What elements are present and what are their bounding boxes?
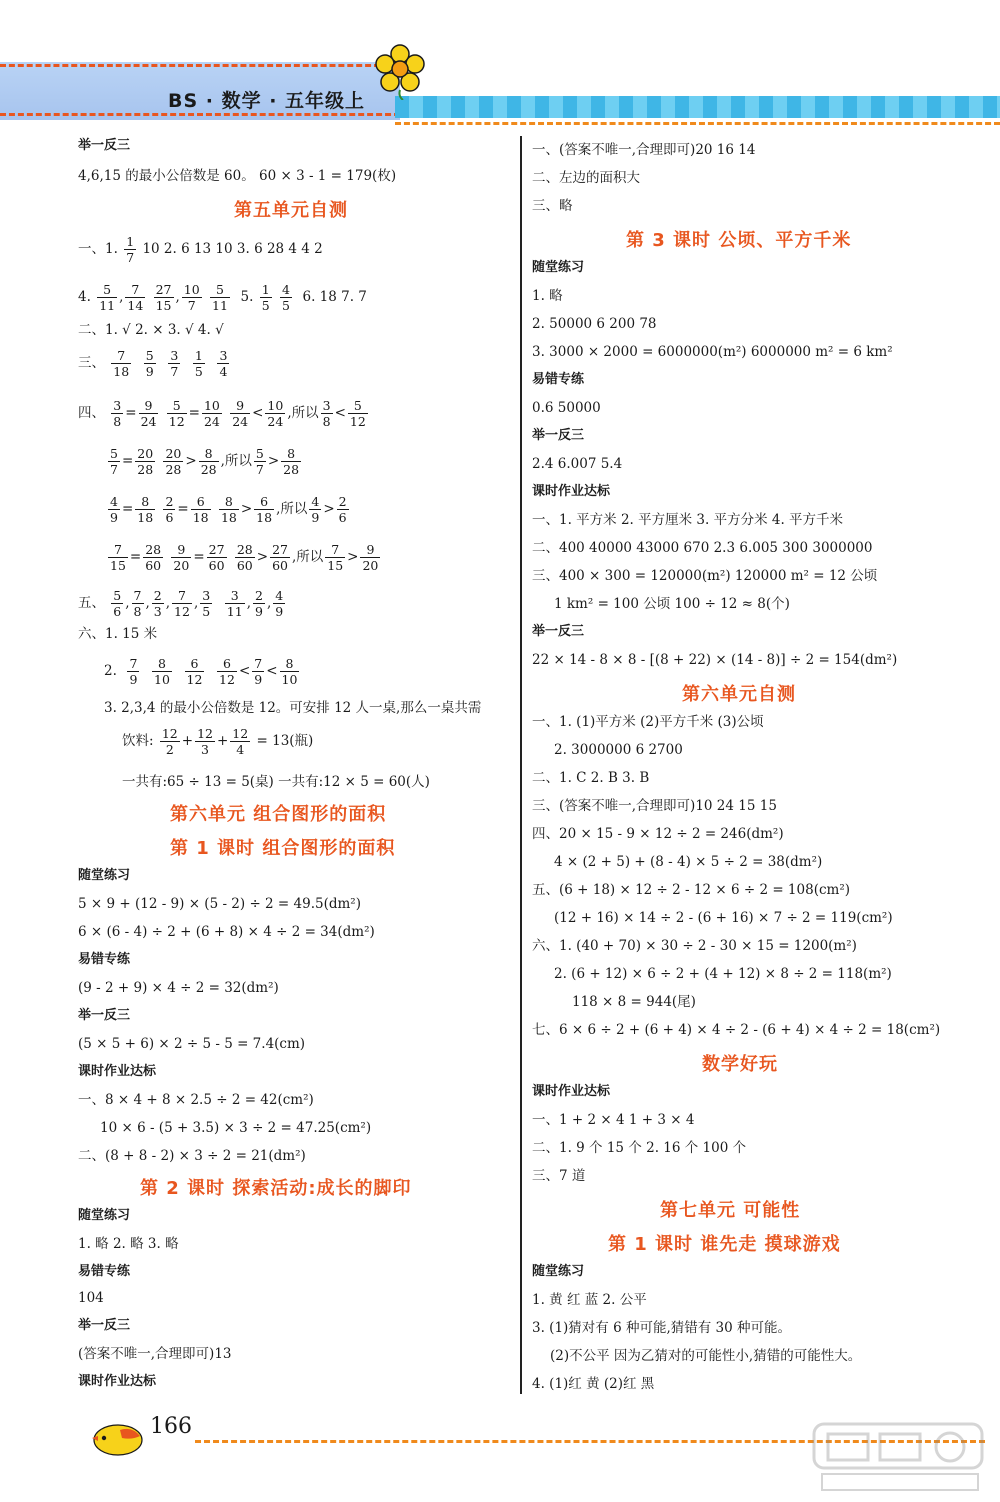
unit5-heading: 第五单元自测: [234, 200, 348, 221]
fraction: [200, 588, 212, 619]
answer-line: 2. (6 + 12) × 6 ÷ 2 + (4 + 12) × 8 ÷ 2 = 118(m²): [554, 966, 892, 982]
numerator: 10: [183, 282, 200, 297]
answer-line: 三、400 × 300 = 120000(m²) 120000 m² = 12 公顷: [532, 568, 878, 584]
section-label: 课时作业达标: [78, 1064, 157, 1079]
unit7-heading: 第七单元 可能性: [660, 1200, 801, 1221]
answer-line: 二、1. 9 个 15 个 2. 16 个 100 个: [532, 1140, 747, 1156]
fraction: [217, 656, 237, 687]
answer-line: 二、400 40000 43000 670 2.3 6.005 300 3000000: [532, 540, 873, 556]
fraction: $\frac{7}{15}$: [110, 542, 126, 573]
fraction: [152, 656, 172, 687]
denominator: 9: [275, 604, 284, 619]
answer-line: 4,6,15 的最小公倍数是 60。 60 × 3 - 1 = 179(枚): [78, 168, 397, 184]
fraction: $\frac{9}{20}$: [173, 542, 190, 573]
answer-line: 一、(答案不唯一,合理即可)20 16 14: [532, 142, 756, 158]
answer-line: 2. 3000000 6 2700: [554, 742, 683, 758]
answer-q5: 五、 $\frac{5}{6}$ , $\frac{7}{8}$ , $\frac{2}{3}$ , $\frac{7}{12}$ , $\frac{3}{5}$ $\frac{3}{11}$ , $\frac{2}{9}$ , $\frac{4}{9}$: [78, 588, 284, 619]
numerator: 12: [232, 726, 249, 741]
numerator: 1: [261, 282, 270, 297]
q-label: 四、: [78, 405, 105, 421]
so-word: ,所以: [291, 549, 324, 565]
answer-line: 104: [78, 1290, 104, 1306]
denominator: 8: [133, 604, 142, 619]
page-header: [0, 0, 1000, 132]
answer-q4-row3: $\frac{4}{9}$ = $\frac{8}{18}$ $\frac{2}{6}$ = $\frac{6}{18}$ $\frac{8}{18}$ > $\frac{6}{18}$ ,所以 $\frac{4}{9}$ > $\frac{2}{6}$: [110, 494, 347, 525]
numerator: 12: [197, 726, 213, 741]
answer-line: 一、1. 平方米 2. 平方厘米 3. 平方分米 4. 平方千米: [532, 512, 844, 528]
numerator: 1: [194, 348, 203, 363]
denominator: 4: [219, 364, 228, 379]
answer-line: 一、1. (1)平方米 (2)平方千米 (3)公顷: [532, 714, 764, 730]
denominator: 11: [99, 298, 116, 313]
fraction: $\frac{3}{8}$: [113, 398, 122, 429]
denominator: 18: [113, 364, 130, 379]
fraction: [152, 588, 164, 619]
numerator: 3: [202, 588, 211, 603]
answer-line: 4. (1)红 黄 (2)红 黑: [532, 1376, 655, 1392]
section-label: 易错专练: [78, 1264, 131, 1279]
drinks-label: 饮料:: [122, 733, 154, 749]
section-label: 举一反三: [78, 138, 131, 153]
fraction: [127, 656, 139, 687]
lesson3-heading: 第 3 课时 公顷、平方千米: [626, 230, 852, 251]
fraction: [154, 282, 174, 313]
answer-line: (答案不唯一,合理即可)13: [78, 1346, 232, 1362]
lesson7-heading: 第 1 课时 谁先走 摸球游戏: [608, 1234, 841, 1255]
answer-line: 0.6 50000: [532, 400, 601, 416]
answer-line: 四、20 × 15 - 9 × 12 ÷ 2 = 246(dm²): [532, 826, 784, 842]
denominator: 3: [153, 604, 162, 619]
denominator: 3: [201, 742, 209, 757]
q-label: 4.: [78, 289, 91, 305]
denominator: 12: [219, 672, 235, 687]
fraction: $\frac{6}{18}$: [192, 494, 209, 525]
denominator: 5: [281, 298, 290, 313]
answer-line: 4 × (2 + 5) + (8 - 4) × 5 ÷ 2 = 38(dm²): [554, 854, 823, 870]
answer-line: (2)不公平 因为乙猜对的可能性小,猜错的可能性大。: [550, 1348, 862, 1364]
numerator: 7: [133, 588, 142, 603]
answer-line: 3. (1)猜对有 6 种可能,猜错有 30 种可能。: [532, 1320, 792, 1336]
fun-math-heading: 数学好玩: [702, 1054, 778, 1075]
section-label: 随堂练习: [78, 868, 131, 883]
answer-line: 五、(6 + 18) × 12 ÷ 2 - 12 × 6 ÷ 2 = 108(cm²): [532, 882, 851, 898]
answer-line: 一、1 + 2 × 4 1 + 3 × 4: [532, 1112, 695, 1128]
q-label: 三、: [78, 355, 105, 371]
answer-line: 10 × 6 - (5 + 3.5) × 3 ÷ 2 = 47.25(cm²): [100, 1120, 372, 1136]
answer-line: 1. 略: [532, 288, 563, 304]
answer-line: (12 + 16) × 14 ÷ 2 - (6 + 16) × 7 ÷ 2 = 119(cm²): [554, 910, 893, 926]
fraction: [193, 348, 205, 379]
so-word: ,所以: [287, 405, 319, 421]
answer-line: 1. 略 2. 略 3. 略: [78, 1236, 179, 1252]
column-divider: [520, 136, 522, 1394]
answer-q6-2: 2. $\frac{7}{9}$ $\frac{8}{10}$ $\frac{6}{12}$ $\frac{6}{12}$ < $\frac{7}{9}$ < $\frac{8}{10}$: [104, 656, 298, 687]
denominator: 11: [212, 298, 228, 313]
fraction: [253, 588, 265, 619]
numerator: 4: [281, 282, 290, 297]
fraction: $\frac{3}{8}$: [322, 398, 331, 429]
answer-line: 1. 黄 红 蓝 2. 公平: [532, 1292, 647, 1308]
numerator: 6: [217, 656, 237, 672]
watermark-logo-icon: [808, 1418, 988, 1496]
fraction: $\frac{4}{9}$: [311, 494, 320, 525]
section-label: 易错专练: [78, 952, 131, 967]
fraction: $\frac{5}{7}$: [110, 446, 118, 477]
denominator: 12: [186, 672, 203, 687]
so-word: ,所以: [220, 453, 252, 469]
answer-q6-1: 六、1. 15 米: [78, 626, 158, 642]
denominator: 9: [145, 364, 154, 379]
q-text: 6. 18 7. 7: [302, 289, 367, 305]
fraction: [230, 726, 250, 757]
numerator: 5: [210, 282, 230, 298]
fraction: $\frac{8}{18}$: [220, 494, 237, 525]
header-strip-dash: [395, 122, 1000, 125]
fraction: $\frac{8}{18}$: [137, 494, 154, 525]
fraction: [280, 282, 292, 313]
denominator: 14: [127, 298, 144, 313]
fraction: $\frac{5}{7}$: [255, 446, 264, 477]
lesson2-heading: 第 2 课时 探索活动:成长的脚印: [140, 1178, 412, 1199]
answer-line: 二、(8 + 8 - 2) × 3 ÷ 2 = 21(dm²): [78, 1148, 306, 1164]
answer-line: (5 × 5 + 6) × 2 ÷ 5 - 5 = 7.4(cm): [78, 1036, 306, 1052]
section-label: 课时作业达标: [532, 1084, 611, 1099]
answer-line: (9 - 2 + 9) × 4 ÷ 2 = 32(dm²): [78, 980, 279, 996]
answer-q3: [78, 348, 231, 379]
fraction: [132, 588, 144, 619]
section-label: 课时作业达标: [78, 1374, 157, 1389]
q-label: 5.: [240, 289, 254, 305]
fraction: $\frac{2}{6}$: [165, 494, 174, 525]
answer-line: 118 × 8 = 944(尾): [572, 994, 696, 1010]
numerator: 3: [170, 348, 179, 363]
denominator: 10: [281, 672, 298, 687]
section-label: 举一反三: [532, 624, 585, 639]
numerator: 2: [153, 588, 162, 603]
denominator: 9: [255, 604, 263, 619]
answer-q4-row2: $\frac{5}{7}$ = $\frac{20}{28}$ $\frac{20}{28}$ > $\frac{8}{28}$ ,所以 $\frac{5}{7}$ > $\frac{8}{28}$: [110, 446, 300, 477]
answer-line: 三、(答案不唯一,合理即可)10 24 15 15: [532, 798, 777, 814]
answer-line: 七、6 × 6 ÷ 2 + (6 + 4) × 4 ÷ 2 - (6 + 4) × 4 ÷ 2 = 18(cm²): [532, 1022, 941, 1038]
q-label: 一、1.: [78, 241, 118, 257]
fraction: [111, 588, 123, 619]
denominator: 4: [236, 742, 245, 757]
fraction: $\frac{7}{15}$: [327, 542, 344, 573]
fraction: [185, 656, 205, 687]
numerator: 6: [185, 656, 205, 672]
q-label: 五、: [78, 595, 105, 611]
fraction: $\frac{9}{24}$: [232, 398, 249, 429]
fraction: [168, 348, 180, 379]
section-label: 举一反三: [532, 428, 585, 443]
denominator: 5: [261, 298, 270, 313]
numerator: 12: [161, 726, 178, 741]
header-dash-bottom: [0, 113, 400, 116]
unit6-heading: 第六单元 组合图形的面积: [170, 804, 387, 825]
numerator: 7: [254, 656, 263, 671]
fraction: $\frac{2}{6}$: [338, 494, 347, 525]
fraction: [172, 588, 192, 619]
denominator: 11: [226, 604, 243, 619]
section-label: 随堂练习: [78, 1208, 131, 1223]
page-number: 166: [150, 1414, 192, 1439]
fraction: [111, 348, 131, 379]
answer-line: 2. 50000 6 200 78: [532, 316, 657, 332]
chick-icon: [86, 1418, 148, 1458]
numerator: 7: [125, 282, 145, 298]
fraction: [125, 282, 145, 313]
fraction: [225, 588, 245, 619]
answer-line: 1 km² = 100 公顷 100 ÷ 12 ≈ 8(个): [554, 596, 790, 612]
section-label: 易错专练: [532, 372, 585, 387]
header-dash-top: [0, 64, 380, 67]
answer-line: 一、8 × 4 + 8 × 2.5 ÷ 2 = 42(cm²): [78, 1092, 314, 1108]
answer-q6-3b: 一共有:65 ÷ 13 = 5(桌) 一共有:12 × 5 = 60(人): [122, 774, 430, 790]
denominator: 9: [254, 672, 263, 687]
unit6-test-heading: 第六单元自测: [682, 684, 796, 705]
fraction: $\frac{6}{18}$: [256, 494, 273, 525]
section-label: 举一反三: [78, 1008, 131, 1023]
denominator: 6: [113, 604, 122, 619]
lesson1-heading: 第 1 课时 组合图形的面积: [170, 838, 396, 859]
fraction: [252, 656, 264, 687]
numerator: 8: [152, 656, 172, 672]
fraction: $\frac{10}{24}$: [203, 398, 220, 429]
fraction: [195, 726, 215, 757]
numerator: 5: [145, 348, 154, 363]
denominator: 7: [170, 364, 179, 379]
answer-line: 2.4 6.007 5.4: [532, 456, 623, 472]
numerator: 2: [255, 588, 263, 603]
denominator: 9: [129, 672, 138, 687]
numerator: 3: [225, 588, 245, 604]
answer-line: 六、1. (40 + 70) × 30 ÷ 2 - 30 × 15 = 1200(m²): [532, 938, 857, 954]
denominator: 5: [194, 364, 203, 379]
fraction: $\frac{28}{60}$: [236, 542, 253, 573]
answer-q6-3-drinks: 饮料: $\frac{12}{2}$ + $\frac{12}{3}$ + $\frac{12}{4}$ = 13(瓶): [122, 726, 314, 757]
header-strip: [395, 96, 1000, 118]
numerator: 7: [111, 348, 131, 364]
section-label: 举一反三: [78, 1318, 131, 1333]
fraction: $\frac{5}{12}$: [168, 398, 185, 429]
so-word: ,所以: [276, 501, 308, 517]
numerator: 1: [126, 234, 135, 249]
fraction: $\frac{27}{60}$: [208, 542, 225, 573]
numerator: 7: [172, 588, 192, 604]
answer-line: 二、左边的面积大: [532, 170, 640, 186]
fraction: $\frac{27}{60}$: [272, 542, 288, 573]
header-title: BS · 数学 · 五年级上: [168, 90, 366, 112]
answer-q2: 二、1. √ 2. × 3. √ 4. √: [78, 322, 224, 338]
answer-q4-row1: 四、 $\frac{3}{8}$ = $\frac{9}{24}$ $\frac{5}{12}$ = $\frac{10}{24}$ $\frac{9}{24}$ < $\frac{10}{24}$ ,所以 $\frac{3}{8}$ < $\frac{5}{12}$: [78, 398, 366, 429]
q-label: 2.: [104, 663, 117, 679]
fraction: $\frac{4}{9}$: [110, 494, 118, 525]
fraction: [217, 348, 229, 379]
denominator: 7: [126, 250, 135, 265]
fraction: $\frac{10}{24}$: [267, 398, 284, 429]
drinks-result: = 13(瓶): [256, 733, 314, 749]
fraction: [260, 282, 272, 313]
fraction: [182, 282, 202, 313]
q-text: 10 2. 6 13 10 3. 6 28 4 4 2: [142, 241, 323, 257]
numerator: 7: [129, 656, 138, 671]
fraction: [273, 588, 285, 619]
fraction: [280, 656, 300, 687]
denominator: 12: [174, 604, 190, 619]
answer-line: 三、略: [532, 198, 573, 214]
numerator: 4: [275, 588, 284, 603]
fraction: $\frac{5}{12}$: [349, 398, 366, 429]
denominator: 10: [154, 672, 170, 687]
numerator: 5: [113, 588, 122, 603]
section-label: 课时作业达标: [532, 484, 611, 499]
answer-line: 5 × 9 + (12 - 9) × (5 - 2) ÷ 2 = 49.5(dm²): [78, 896, 361, 912]
denominator: 2: [165, 742, 174, 757]
denominator: 15: [155, 298, 172, 313]
fraction: [160, 726, 180, 757]
answer-line: 22 × 14 - 8 × 8 - [(8 + 22) × (14 - 8)] ÷ 2 = 154(dm²): [532, 652, 898, 668]
fraction: [97, 282, 117, 313]
fraction: [124, 234, 136, 265]
answer-q1: [78, 234, 323, 265]
numerator: 5: [97, 282, 117, 298]
denominator: 5: [202, 604, 211, 619]
answer-line: 二、1. C 2. B 3. B: [532, 770, 650, 786]
section-label: 随堂练习: [532, 260, 585, 275]
numerator: 3: [219, 348, 228, 363]
fraction: $\frac{8}{28}$: [200, 446, 217, 477]
fraction: $\frac{9}{24}$: [140, 398, 157, 429]
answer-line: 6 × (6 - 4) ÷ 2 + (6 + 8) × 4 ÷ 2 = 34(dm²): [78, 924, 375, 940]
denominator: 7: [187, 298, 196, 313]
answer-q1-4: 4. $\frac{5}{11}$ , $\frac{7}{14}$ $\frac{27}{15}$ , $\frac{10}{7}$ $\frac{5}{11}$ 5. $\frac{1}{5}$ $\frac{4}{5}$ 6. 18 7. 7: [78, 282, 367, 313]
answer-line: 三、7 道: [532, 1168, 586, 1184]
answer-q4-row4: $\frac{7}{15}$ = $\frac{28}{60}$ $\frac{9}{20}$ = $\frac{27}{60}$ $\frac{28}{60}$ > $\frac{27}{60}$ ,所以 $\frac{7}{15}$ > $\frac{9}{20}$: [110, 542, 379, 573]
fraction: [144, 348, 156, 379]
fraction: $\frac{20}{28}$: [137, 446, 154, 477]
fraction: $\frac{8}{28}$: [283, 446, 300, 477]
fraction: [210, 282, 230, 313]
flower-icon: [370, 40, 430, 100]
answer-line: 3. 3000 × 2000 = 6000000(m²) 6000000 m² = 6 km²: [532, 344, 893, 360]
numerator: 8: [280, 656, 300, 672]
answer-q6-3: 3. 2,3,4 的最小公倍数是 12。可安排 12 人一桌,那么一桌共需: [104, 700, 482, 716]
fraction: $\frac{28}{60}$: [145, 542, 162, 573]
numerator: 27: [155, 282, 172, 297]
fraction: $\frac{20}{28}$: [165, 446, 182, 477]
section-label: 随堂练习: [532, 1264, 585, 1279]
fraction: $\frac{9}{20}$: [362, 542, 379, 573]
